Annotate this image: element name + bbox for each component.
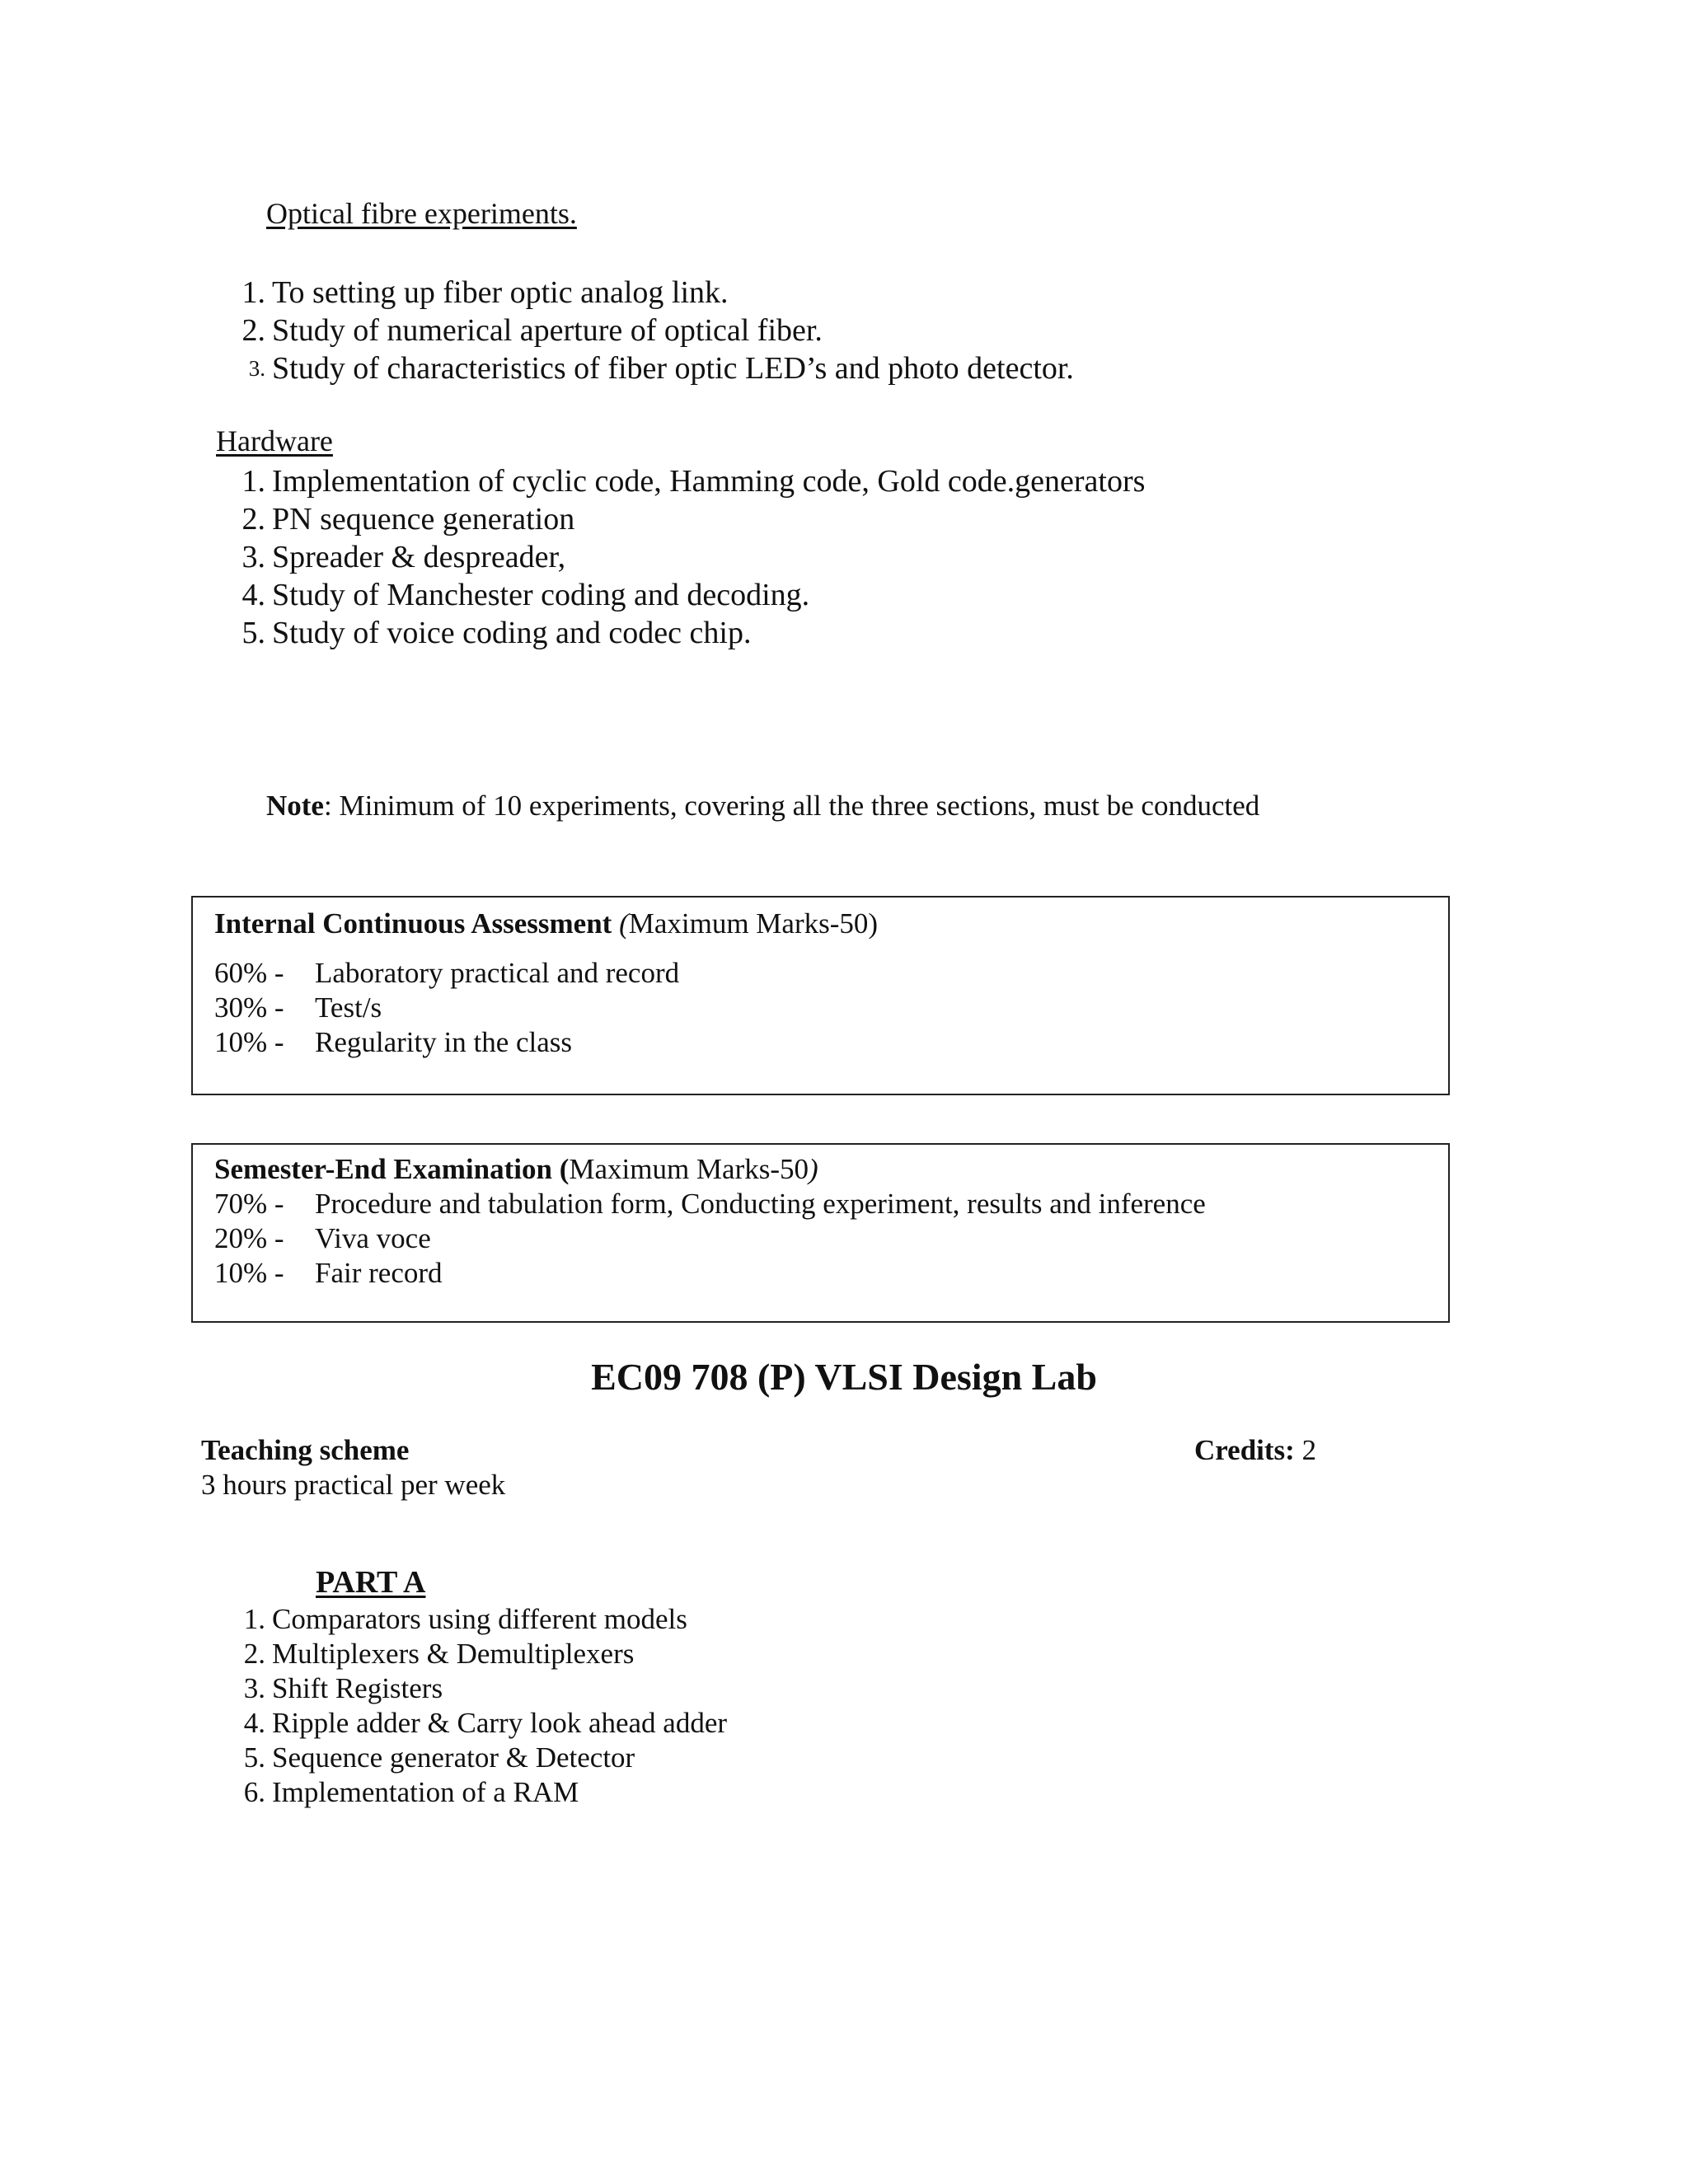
optical-heading: Optical fibre experiments. [266, 197, 577, 230]
assessment-row: 20% - Viva voce [214, 1222, 431, 1254]
internal-assessment-box [191, 896, 1450, 1095]
list-item: 3. Shift Registers [243, 1672, 443, 1704]
list-item: 1. Comparators using different models [243, 1603, 687, 1635]
list-item: 1. Implementation of cyclic code, Hamming code, Gold code.generators [241, 464, 1146, 499]
list-item: 6. Implementation of a RAM [243, 1776, 579, 1808]
credits-value: 2 [1294, 1434, 1317, 1466]
semester-exam-title: Semester-End Examination (Maximum Marks-50) [214, 1153, 818, 1185]
semester-exam-box [191, 1143, 1450, 1323]
credits-label: Credits: [1194, 1434, 1295, 1466]
assessment-row: 10% - Regularity in the class [214, 1026, 573, 1058]
list-item: 5. Sequence generator & Detector [243, 1741, 635, 1774]
assessment-row: 10% - Fair record [214, 1257, 443, 1289]
note [266, 790, 1259, 823]
part-a-list [223, 1602, 1212, 1810]
list-item: 2. PN sequence generation [241, 502, 575, 537]
hardware-heading: Hardware [216, 424, 333, 457]
list-item: 4. Ripple adder & Carry look ahead adder [243, 1707, 728, 1739]
list-item: 2. Study of numerical aperture of optical fiber. [241, 313, 823, 348]
assessment-row: 70% - Procedure and tabulation form, Conducting experiment, results and inference [214, 1188, 1206, 1220]
internal-assessment-title: Internal Continuous Assessment (Maximum Marks-50) [214, 907, 879, 940]
part-a-heading: PART A [316, 1565, 426, 1600]
list-item: 1. To setting up fiber optic analog link. [241, 275, 729, 310]
list-item: 2. Multiplexers & Demultiplexers [243, 1638, 635, 1670]
hardware-list [223, 462, 1459, 652]
note-text: : Minimum of 10 experiments, covering all the three sections, must be conducted [323, 790, 1260, 822]
course-title: EC09 708 (P) VLSI Design Lab [591, 1356, 1097, 1398]
assessment-row: 30% - Test/s [214, 991, 382, 1024]
teaching-scheme-label: Teaching scheme [201, 1434, 410, 1466]
optical-list [223, 274, 1459, 387]
note-label: Note [266, 790, 324, 822]
credits [1194, 1434, 1316, 1467]
list-item: 3. Spreader & despreader, [241, 540, 566, 574]
list-item: 4. Study of Manchester coding and decoding. [241, 578, 810, 612]
list-item: 3. Study of characteristics of fiber optic LED’s and photo detector. [248, 351, 1074, 386]
teaching-scheme-detail: 3 hours practical per week [201, 1469, 506, 1501]
assessment-row: 60% - Laboratory practical and record [214, 957, 680, 989]
list-item: 5. Study of voice coding and codec chip. [241, 616, 752, 650]
